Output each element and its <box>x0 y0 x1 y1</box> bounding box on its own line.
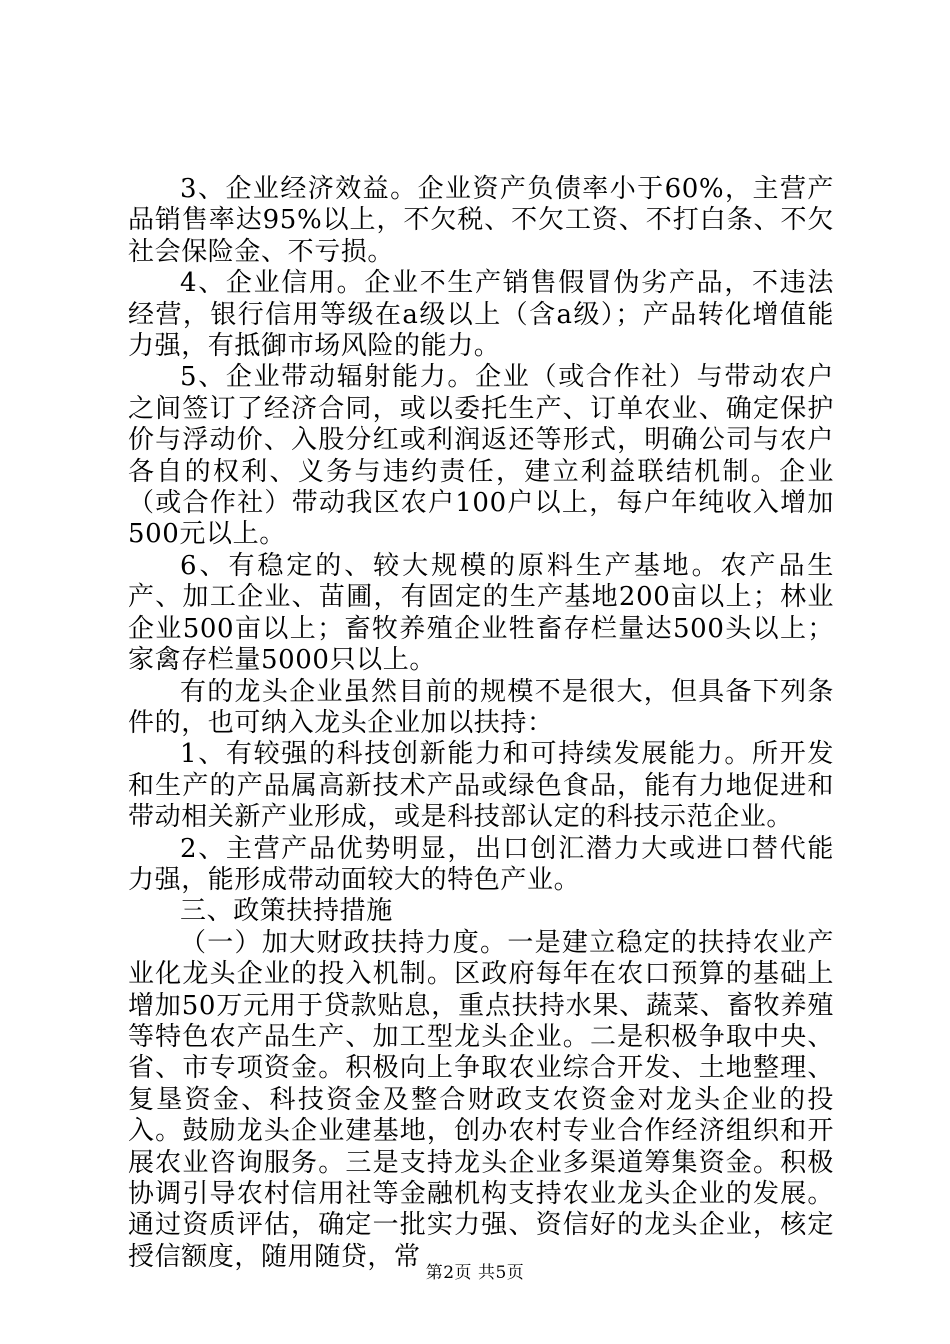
paragraph-7: 2、主营产品优势明显，出口创汇潜力大或进口替代能力强，能形成带动面较大的特色产业。 <box>128 833 834 895</box>
section-heading: 三、政策扶持措施 <box>180 896 393 927</box>
paragraph-4: 6、有稳定的、较大规模的原料生产基地。农产品生产、加工企业、苗圃，有固定的生产基地200亩以上；林业企业500亩以上；畜牧养殖企业牲畜存栏量达500头以上；家禽存栏量5000只以上。 <box>128 550 834 676</box>
document-body <box>128 174 834 1273</box>
paragraph-6: 1、有较强的科技创新能力和可持续发展能力。所开发和生产的产品属高新技术产品或绿色食品，能有力地促进和带动相关新产业形成，或是科技部认定的科技示范企业。 <box>128 739 834 833</box>
paragraph-5: 有的龙头企业虽然目前的规模不是很大，但具备下列条件的，也可纳入龙头企业加以扶持： <box>128 676 834 738</box>
paragraph-8: （一）加大财政扶持力度。一是建立稳定的扶持农业产业化龙头企业的投入机制。区政府每年在农口预算的基础上增加50万元用于贷款贴息，重点扶持水果、蔬菜、畜牧养殖等特色农产品生产、加工型龙头企业。二是积极争取中央、省、市专项资金。积极向上争取农业综合开发、土地整理、复垦资金、科技资金及整合财政支农资金对龙头企业的投入。鼓励龙头企业建基地，创办农村专业合作经济组织和开展农业咨询服务。三是支持龙头企业多渠道筹集资金。积极协调引导农村信用社等金融机构支持农业龙头企业的发展。通过资质评估，确定一批实力强、资信好的龙头企业，核定授信额度，随用随贷，常 <box>128 927 834 1272</box>
page-footer: 第2页 共5页 <box>425 1263 525 1283</box>
paragraph-3: 5、企业带动辐射能力。企业（或合作社）与带动农户之间签订了经济合同，或以委托生产、订单农业、确定保护价与浮动价、入股分红或利润返还等形式，明确公司与农户各自的权利、义务与违约责任，建立利益联结机制。企业（或合作社）带动我区农户100户以上，每户年纯收入增加500元以上。 <box>128 362 834 550</box>
paragraph-2: 4、企业信用。企业不生产销售假冒伪劣产品，不违法经营，银行信用等级在a级以上（含a级）；产品转化增值能力强，有抵御市场风险的能力。 <box>128 268 834 362</box>
paragraph-1: 3、企业经济效益。企业资产负债率小于60%，主营产品销售率达95%以上，不欠税、不欠工资、不打白条、不欠社会保险金、不亏损。 <box>128 174 834 267</box>
